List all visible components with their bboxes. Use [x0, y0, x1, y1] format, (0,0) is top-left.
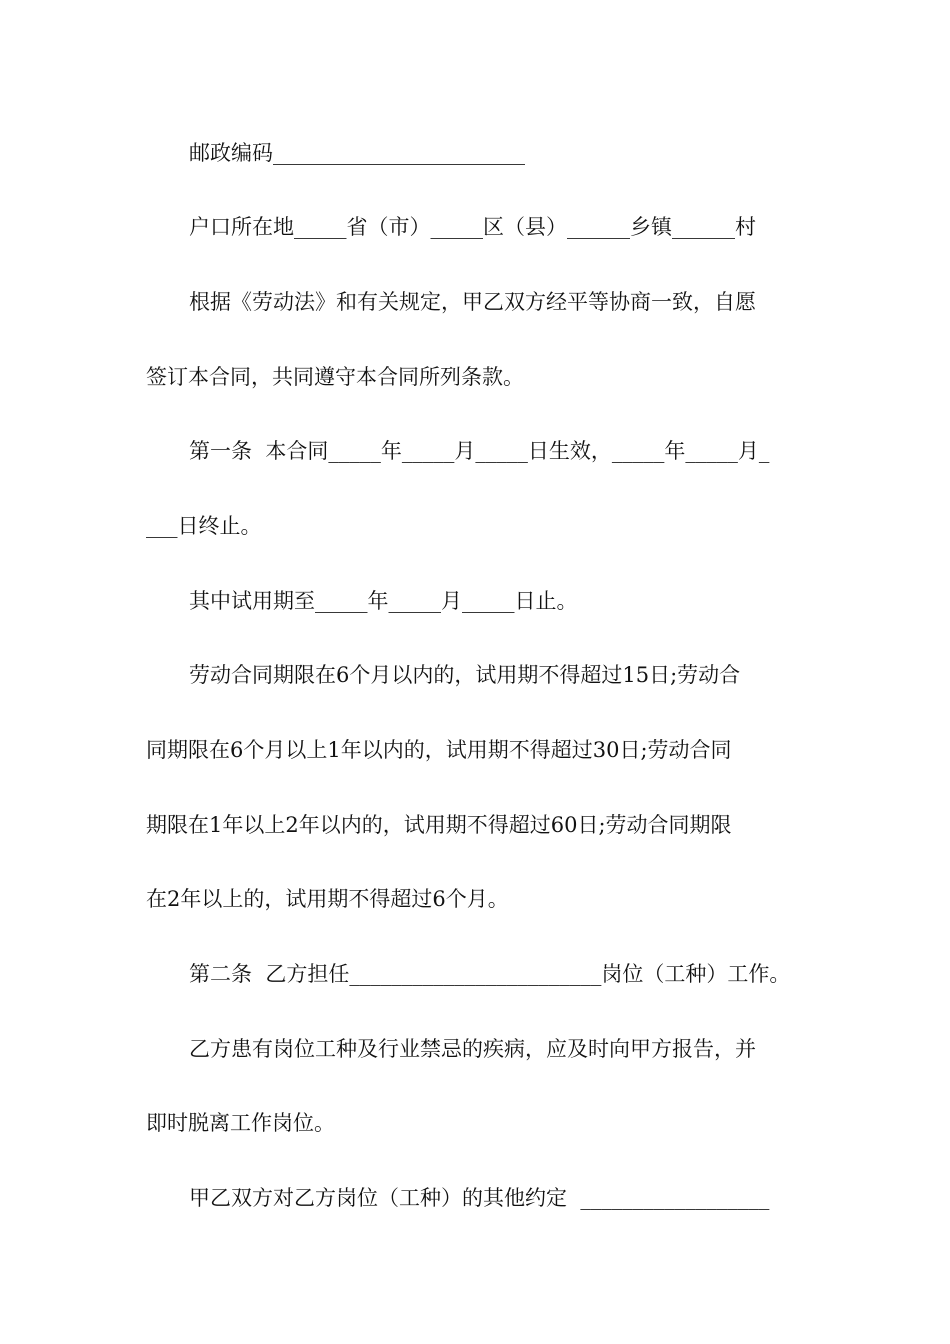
- disease-report-line-1: 乙方患有岗位工种及行业禁忌的疾病，应及时向甲方报告，并: [189, 1037, 756, 1061]
- probation-rule-line-3: 期限在1年以上2年以内的，试用期不得超过60日;劳动合同期限: [146, 813, 732, 837]
- article-1-line-1: 第一条 本合同_____年_____月_____日生效，_____年_____月_: [189, 439, 770, 463]
- preamble-line-1: 根据《劳动法》和有关规定，甲乙双方经平等协商一致，自愿: [189, 290, 756, 314]
- disease-report-line-2: 即时脱离工作岗位。: [146, 1111, 335, 1135]
- household-registration-line: 户口所在地_____省（市）_____区（县）______乡镇______村: [189, 215, 756, 239]
- probation-rule-line-2: 同期限在6个月以上1年以内的，试用期不得超过30日;劳动合同: [146, 738, 732, 762]
- article-2-line: 第二条 乙方担任________________________岗位（工种）工作。: [189, 962, 791, 986]
- probation-period-line: 其中试用期至_____年_____月_____日止。: [189, 589, 578, 613]
- postal-code-line: 邮政编码________________________: [189, 141, 525, 165]
- preamble-line-2: 签订本合同，共同遵守本合同所列条款。: [146, 365, 524, 389]
- probation-rule-line-4: 在2年以上的，试用期不得超过6个月。: [146, 887, 509, 911]
- other-agreement-line: 甲乙双方对乙方岗位（工种）的其他约定 __________________: [189, 1186, 770, 1210]
- article-1-line-2: ___日终止。: [146, 514, 262, 538]
- probation-rule-line-1: 劳动合同期限在6个月以内的，试用期不得超过15日;劳动合: [189, 663, 741, 687]
